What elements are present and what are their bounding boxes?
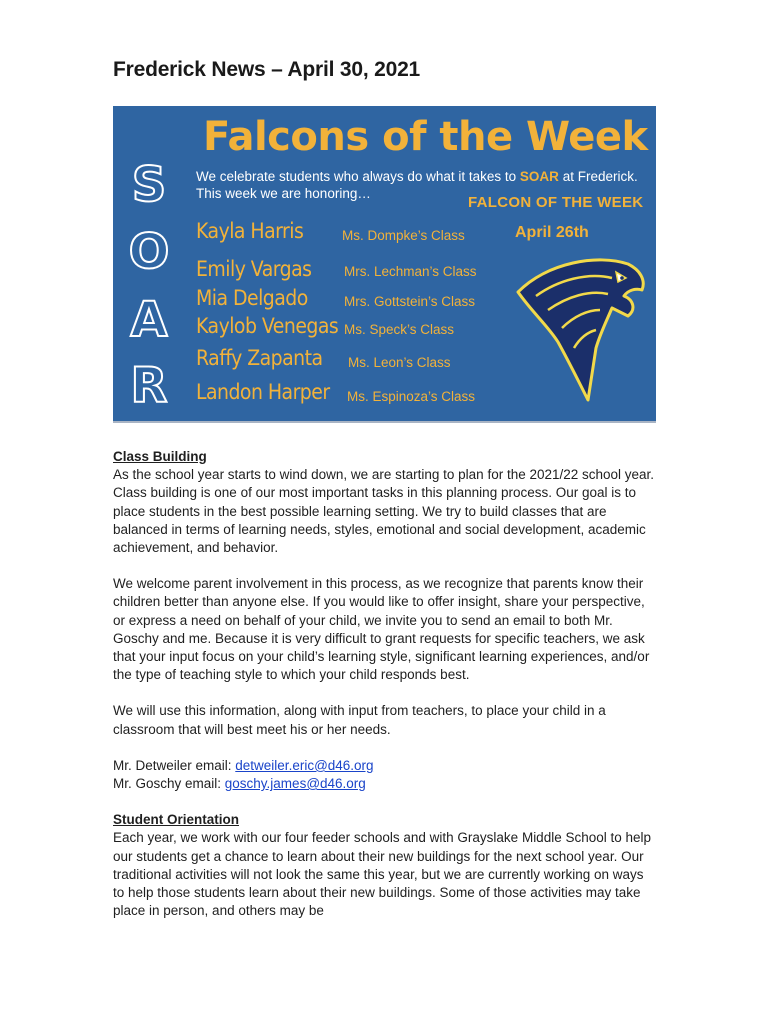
intro-text: We celebrate students who always do what it takes to [196, 169, 520, 184]
honoree-class: Mrs. Lechman’s Class [344, 264, 477, 279]
honoree-name: Landon Harper [196, 380, 330, 404]
honoree-class: Ms. Leon’s Class [348, 355, 451, 370]
honoree-name: Mia Delgado [196, 286, 308, 310]
page-title: Frederick News – April 30, 2021 [113, 58, 421, 81]
section-heading: Student Orientation [113, 812, 239, 828]
falcon-of-the-week-label: FALCON OF THE WEEK [468, 194, 644, 211]
section-heading: Class Building [113, 449, 207, 464]
soar-highlight: SOAR [519, 169, 559, 184]
soar-letter-r: R [130, 358, 168, 414]
soar-letter-a: A [130, 292, 168, 348]
honoree-class: Ms. Dompke’s Class [342, 228, 465, 243]
honoree-class: Ms. Speck’s Class [344, 322, 455, 337]
email-link[interactable]: goschy.james@d46.org [224, 776, 366, 792]
honoree-name: Kayla Harris [196, 219, 304, 243]
falcon-logo-icon [508, 252, 648, 402]
falcons-of-the-week-banner [113, 106, 656, 423]
intro-text-end: at Frederick. [558, 169, 638, 184]
class-building-section [113, 448, 658, 920]
honoree-name: Emily Vargas [196, 257, 312, 281]
honoree-name: Kaylob Venegas [196, 314, 339, 338]
honoree-class: Ms. Espinoza’s Class [347, 389, 476, 404]
paragraph: Each year, we work with our four feeder schools and with Grayslake Middle School to help our students get a chance to learn about their new buildings for the next school year. Our traditional activities will not look the same this year, but we are currently working on ways to help those students learn about their new buildings. Some of those activities may take place in person, and others may be [113, 830, 652, 919]
honoree-name: Raffy Zapanta [196, 346, 323, 370]
week-date: April 26th [515, 224, 589, 241]
soar-letter-o: O [128, 224, 170, 280]
contact-line [113, 757, 658, 775]
contact-label: Mr. Detweiler email: [113, 757, 236, 773]
contact-line [113, 775, 658, 793]
soar-letter-s: S [131, 157, 167, 213]
email-link[interactable]: detweiler.eric@d46.org [235, 757, 374, 773]
honoree-class: Mrs. Gottstein’s Class [344, 294, 476, 309]
contact-label: Mr. Goschy email: [113, 776, 225, 792]
banner-heading: Falcons of the Week [203, 114, 648, 160]
paragraph: As the school year starts to wind down, we are starting to plan for the 2021/22 school year. Class building is one of our most important tasks in this planning process. Our goal is to place students in the best possible learning setting. We try to build classes that are balanced in terms of learning needs, styles, emotional and social development, academic achievement, and behavior. [113, 467, 655, 556]
paragraph: We will use this information, along with input from teachers, to place your child in a classroom that will best meet his or her needs. [113, 703, 606, 737]
intro-line-2: This week we are honoring… [196, 186, 371, 201]
paragraph: We welcome parent involvement in this process, as we recognize that parents know their children better than anyone else. If you would like to offer insight, share your perspective, or express a need on behalf of your child, we invite you to send an email to both Mr. Goschy and me. Because it is very difficult to grant requests for specific teachers, we ask that your input focus on your child’s learning style, significant learning experiences, and/or the type of teaching style to which your child responds best. [113, 576, 650, 683]
